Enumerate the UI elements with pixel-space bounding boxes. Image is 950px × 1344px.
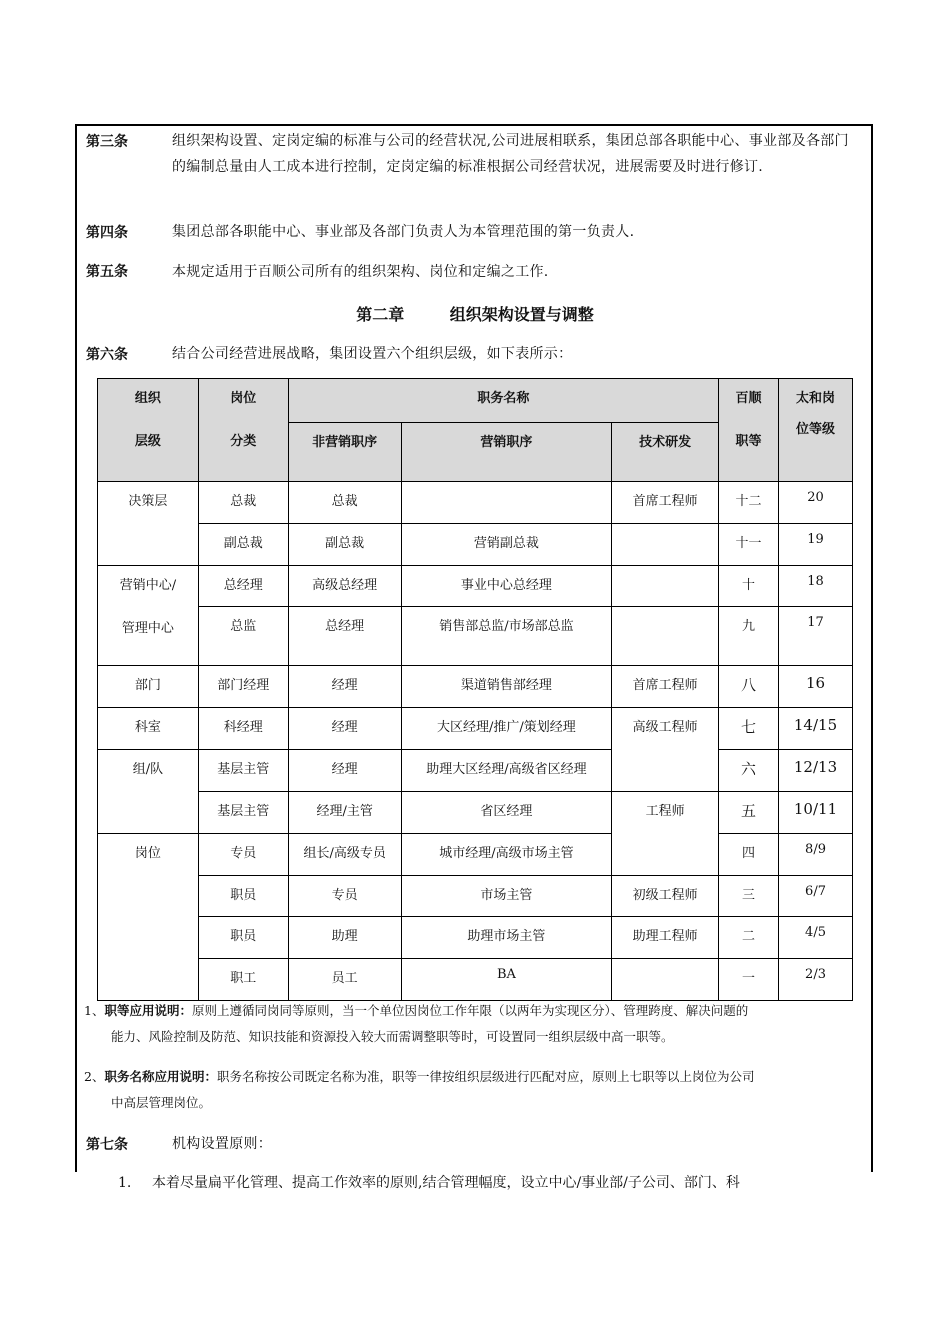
cell-non-marketing: 总经理 bbox=[288, 607, 401, 666]
cell-category: 基层主管 bbox=[198, 750, 288, 792]
article-label: 第七条 bbox=[86, 1137, 128, 1153]
cell-non-marketing: 助理 bbox=[288, 917, 401, 959]
cell-grade: 20 bbox=[779, 482, 853, 524]
header-non-marketing: 非营销职序 bbox=[288, 423, 401, 482]
cell-rank: 九 bbox=[719, 607, 779, 666]
header-text: 组织 bbox=[134, 391, 161, 406]
cell-grade: 8/9 bbox=[779, 834, 853, 876]
cell-tech bbox=[612, 607, 719, 666]
cell-marketing: 城市经理/高级市场主管 bbox=[401, 834, 612, 876]
cell-rank: 一 bbox=[719, 959, 779, 1001]
table-row bbox=[98, 834, 853, 876]
cell-rank: 二 bbox=[719, 917, 779, 959]
cell-marketing: 助理大区经理/高级省区经理 bbox=[401, 750, 612, 792]
cell-level-line: 营销中心/ bbox=[119, 578, 177, 593]
note-text: 原则上遵循同岗同等原则，当一个单位因岗位工作年限（以两年为实现区分）、管理跨度、解决问题的 bbox=[191, 1003, 749, 1018]
cell-level: 部门 bbox=[98, 666, 199, 708]
cell-grade: 19 bbox=[779, 524, 853, 566]
cell-rank: 六 bbox=[719, 750, 779, 792]
table-row bbox=[98, 607, 853, 666]
cell-level: 岗位 bbox=[98, 834, 199, 1001]
cell-tech: 首席工程师 bbox=[612, 482, 719, 524]
article-label: 第三条 bbox=[86, 134, 128, 150]
cell-rank: 四 bbox=[719, 834, 779, 876]
cell-category: 职员 bbox=[198, 917, 288, 959]
list-text: 本着尽量扁平化管理、提高工作效率的原则,结合管理幅度，设立中心/事业部/子公司、部门、科 bbox=[152, 1175, 740, 1191]
cell-non-marketing: 高级总经理 bbox=[288, 566, 401, 607]
cell-marketing bbox=[401, 482, 612, 524]
list-number: 1. bbox=[118, 1175, 132, 1191]
cell-category: 副总裁 bbox=[198, 524, 288, 566]
cell-grade: 2/3 bbox=[779, 959, 853, 1001]
cell-non-marketing: 经理 bbox=[288, 666, 401, 708]
note-text: 能力、风险控制及防范、知识技能和资源投入较大而需调整职等时，可设置同一组织层级中高一职等。 bbox=[111, 1029, 674, 1044]
cell-level-line: 管理中心 bbox=[121, 621, 174, 636]
cell-category: 科经理 bbox=[198, 708, 288, 750]
header-text: 分类 bbox=[230, 434, 257, 449]
note-1 bbox=[84, 998, 864, 1050]
cell-grade: 14/15 bbox=[779, 708, 853, 750]
cell-category: 总经理 bbox=[198, 566, 288, 607]
cell-level: 科室 bbox=[98, 708, 199, 750]
header-title-name: 职务名称 bbox=[288, 379, 718, 423]
header-text: 太和岗 bbox=[796, 391, 836, 406]
cell-grade: 17 bbox=[779, 607, 853, 666]
cell-rank: 五 bbox=[719, 792, 779, 834]
note-prefix: 1、 bbox=[84, 1003, 105, 1018]
cell-non-marketing: 总裁 bbox=[288, 482, 401, 524]
cell-level: 组/队 bbox=[98, 750, 199, 834]
cell-grade: 10/11 bbox=[779, 792, 853, 834]
note-text: 中高层管理岗位。 bbox=[111, 1095, 212, 1110]
cell-non-marketing: 组长/高级专员 bbox=[288, 834, 401, 876]
cell-rank: 十 bbox=[719, 566, 779, 607]
cell-tech: 首席工程师 bbox=[612, 666, 719, 708]
header-text: 位等级 bbox=[796, 422, 836, 437]
cell-marketing: 省区经理 bbox=[401, 792, 612, 834]
cell-tech: 初级工程师 bbox=[612, 876, 719, 917]
note-text: 职务名称按公司既定名称为准，职等一律按组织层级进行匹配对应，原则上七职等以上岗位为公司 bbox=[216, 1069, 755, 1084]
cell-non-marketing: 副总裁 bbox=[288, 524, 401, 566]
table-row bbox=[98, 566, 853, 607]
table-row bbox=[98, 666, 853, 708]
header-text: 层级 bbox=[134, 434, 161, 449]
cell-marketing: 渠道销售部经理 bbox=[401, 666, 612, 708]
cell-grade: 6/7 bbox=[779, 876, 853, 917]
header-text: 职等 bbox=[735, 434, 762, 449]
cell-category: 职员 bbox=[198, 876, 288, 917]
cell-level: 决策层 bbox=[98, 482, 199, 566]
article-text: 组织架构设置、定岗定编的标准与公司的经营状况,公司进展相联系，集团总部各职能中心、事业部及各部门的编制总量由人工成本进行控制，定岗定编的标准根据公司经营状况，进展需要及时进行修订. bbox=[172, 133, 849, 175]
article-text: 本规定适用于百顺公司所有的组织架构、岗位和定编之工作. bbox=[172, 264, 549, 280]
chapter-title: 第二章 组织架构设置与调整 bbox=[356, 305, 594, 324]
cell-tech bbox=[612, 959, 719, 1001]
table-row bbox=[98, 750, 853, 792]
cell-category: 专员 bbox=[198, 834, 288, 876]
cell-grade: 16 bbox=[779, 666, 853, 708]
cell-marketing: BA bbox=[401, 959, 612, 1001]
table-row bbox=[98, 792, 853, 834]
cell-marketing: 营销副总裁 bbox=[401, 524, 612, 566]
header-text: 岗位 bbox=[230, 391, 257, 406]
table-row bbox=[98, 917, 853, 959]
article-text: 机构设置原则： bbox=[172, 1136, 273, 1152]
cell-non-marketing: 经理/主管 bbox=[288, 792, 401, 834]
cell-level bbox=[98, 566, 199, 666]
cell-non-marketing: 员工 bbox=[288, 959, 401, 1001]
table-row bbox=[98, 524, 853, 566]
cell-category: 总裁 bbox=[198, 482, 288, 524]
cell-marketing: 销售部总监/市场部总监 bbox=[401, 607, 612, 666]
cell-category: 职工 bbox=[198, 959, 288, 1001]
cell-rank: 七 bbox=[719, 708, 779, 750]
article-text: 结合公司经营进展战略，集团设置六个组织层级，如下表所示： bbox=[172, 346, 573, 362]
cell-marketing: 事业中心总经理 bbox=[401, 566, 612, 607]
note-2 bbox=[84, 1064, 864, 1116]
cell-tech: 高级工程师 bbox=[612, 708, 719, 792]
cell-grade: 12/13 bbox=[779, 750, 853, 792]
cell-rank: 八 bbox=[719, 666, 779, 708]
article-label: 第六条 bbox=[86, 347, 128, 363]
header-tech: 技术研发 bbox=[612, 423, 719, 482]
cell-rank: 十二 bbox=[719, 482, 779, 524]
cell-non-marketing: 经理 bbox=[288, 708, 401, 750]
cell-marketing: 市场主管 bbox=[401, 876, 612, 917]
note-prefix: 2、 bbox=[84, 1069, 105, 1084]
header-grade bbox=[779, 379, 853, 482]
header-rank bbox=[719, 379, 779, 482]
header-marketing: 营销职序 bbox=[401, 423, 612, 482]
cell-marketing: 助理市场主管 bbox=[401, 917, 612, 959]
cell-non-marketing: 专员 bbox=[288, 876, 401, 917]
cell-category: 部门经理 bbox=[198, 666, 288, 708]
note-heading: 职等应用说明： bbox=[104, 1003, 192, 1018]
table-row bbox=[98, 876, 853, 917]
cell-rank: 三 bbox=[719, 876, 779, 917]
note-heading: 职务名称应用说明： bbox=[104, 1069, 217, 1084]
cell-tech bbox=[612, 566, 719, 607]
cell-tech bbox=[612, 524, 719, 566]
header-position-category bbox=[198, 379, 288, 482]
header-text: 百顺 bbox=[735, 391, 762, 406]
cell-tech: 工程师 bbox=[612, 792, 719, 876]
article-label: 第四条 bbox=[86, 225, 128, 241]
org-level-table bbox=[97, 378, 853, 1001]
cell-category: 基层主管 bbox=[198, 792, 288, 834]
cell-tech: 助理工程师 bbox=[612, 917, 719, 959]
table-row bbox=[98, 482, 853, 524]
table-row bbox=[98, 959, 853, 1001]
cell-grade: 18 bbox=[779, 566, 853, 607]
cell-marketing: 大区经理/推广/策划经理 bbox=[401, 708, 612, 750]
cell-category: 总监 bbox=[198, 607, 288, 666]
article-text: 集团总部各职能中心、事业部及各部门负责人为本管理范围的第一负责人. bbox=[172, 224, 635, 240]
header-org-level bbox=[98, 379, 199, 482]
table-row bbox=[98, 708, 853, 750]
cell-grade: 4/5 bbox=[779, 917, 853, 959]
cell-rank: 十一 bbox=[719, 524, 779, 566]
cell-non-marketing: 经理 bbox=[288, 750, 401, 792]
article-label: 第五条 bbox=[86, 264, 128, 280]
